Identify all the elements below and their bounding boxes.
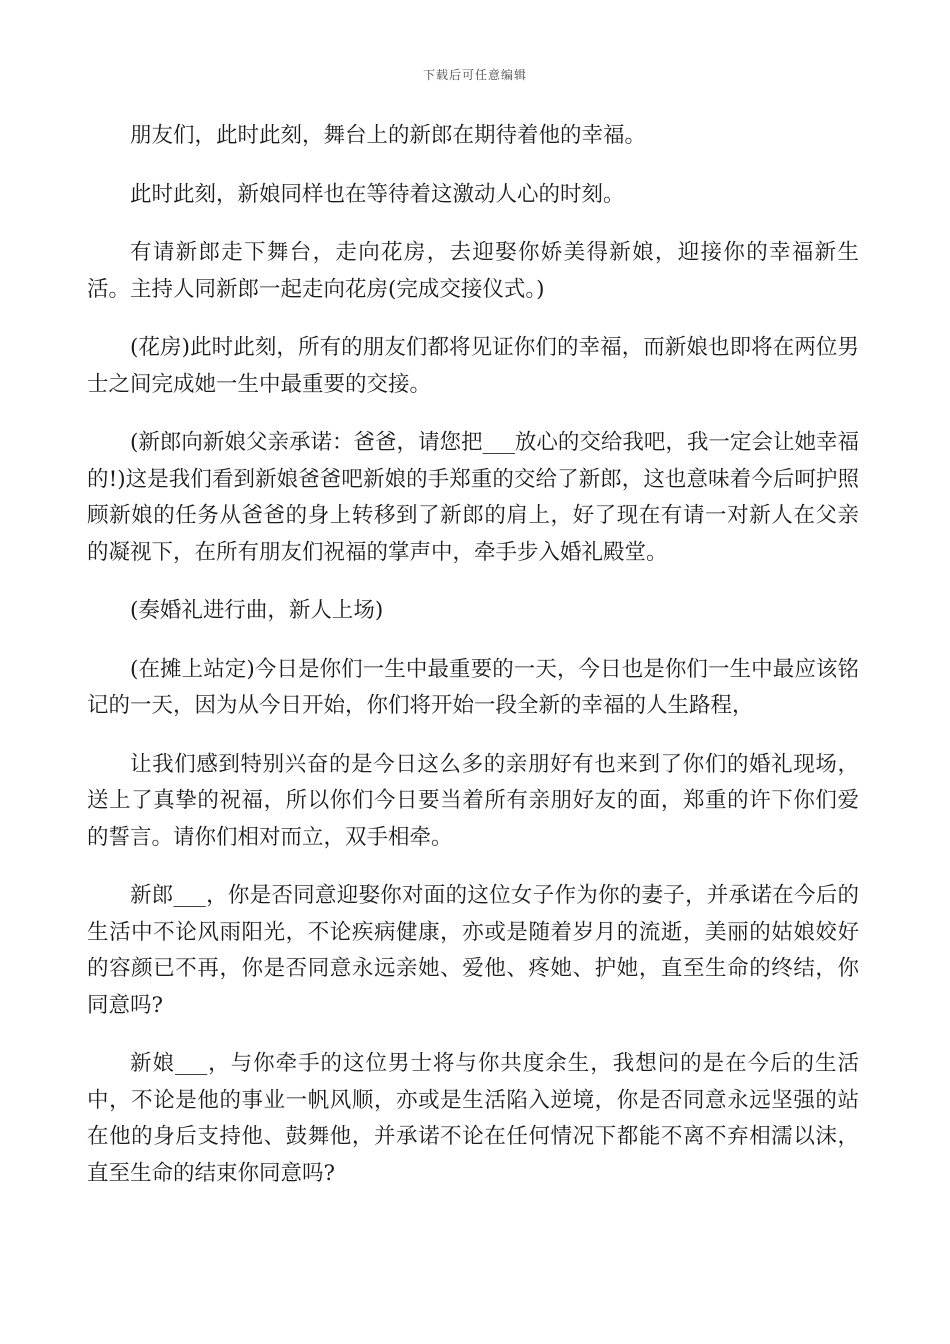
paragraph: (新郎向新娘父亲承诺：爸爸，请您把___放心的交给我吧，我一定会让她幸福的!)这是我们看到新娘爸爸吧新娘的手郑重的交给了新郎，这也意味着今后呵护照顾新娘的任务从爸爸的身上转移到了新郎的肩上，好了现在有请一对新人在父亲的凝视下，在所有朋友们祝福的掌声中，牵手步入婚礼殿堂。	[87, 430, 859, 565]
paragraph: (花房)此时此刻，所有的朋友们都将见证你们的幸福，而新娘也即将在两位男士之间完成她一生中最重要的交接。	[87, 335, 859, 397]
paragraph: 新郎___，你是否同意迎娶你对面的这位女子作为你的妻子，并承诺在今后的生活中不论风雨阳光，不论疾病健康，亦或是随着岁月的流逝，美丽的姑娘姣好的容颜已不再，你是否同意永远亲她、爱他、疼她、护她，直至生命的终结，你同意吗?	[87, 883, 859, 1018]
document-body	[87, 118, 859, 1214]
paragraph: (奏婚礼进行曲，新人上场)	[130, 598, 384, 623]
paragraph: (在摊上站定)今日是你们一生中最重要的一天，今日也是你们一生中最应该铭记的一天，因为从今日开始，你们将开始一段全新的幸福的人生路程，	[87, 656, 859, 718]
paragraph: 新娘___，与你牵手的这位男士将与你共度余生，我想问的是在今后的生活中，不论是他的事业一帆风顺，亦或是生活陷入逆境，你是否同意永远坚强的站在他的身后支持他、鼓舞他，并承诺不论在任何情况下都能不离不弃相濡以沫，直至生命的结束你同意吗?	[87, 1051, 859, 1186]
paragraph: 此时此刻，新娘同样也在等待着这激动人心的时刻。	[130, 181, 625, 207]
header-note: 下载后可任意编辑	[422, 68, 527, 82]
paragraph: 让我们感到特别兴奋的是今日这么多的亲朋好有也来到了你们的婚礼现场，送上了真挚的祝福，所以你们今日要当着所有亲朋好友的面，郑重的许下你们爱的誓言。请你们相对而立，双手相牵。	[87, 751, 859, 850]
paragraph: 有请新郎走下舞台，走向花房，去迎娶你娇美得新娘，迎接你的幸福新生活。主持人同新郎一起走向花房(完成交接仪式。)	[87, 240, 859, 302]
paragraph: 朋友们，此时此刻，舞台上的新郎在期待着他的幸福。	[130, 123, 647, 148]
